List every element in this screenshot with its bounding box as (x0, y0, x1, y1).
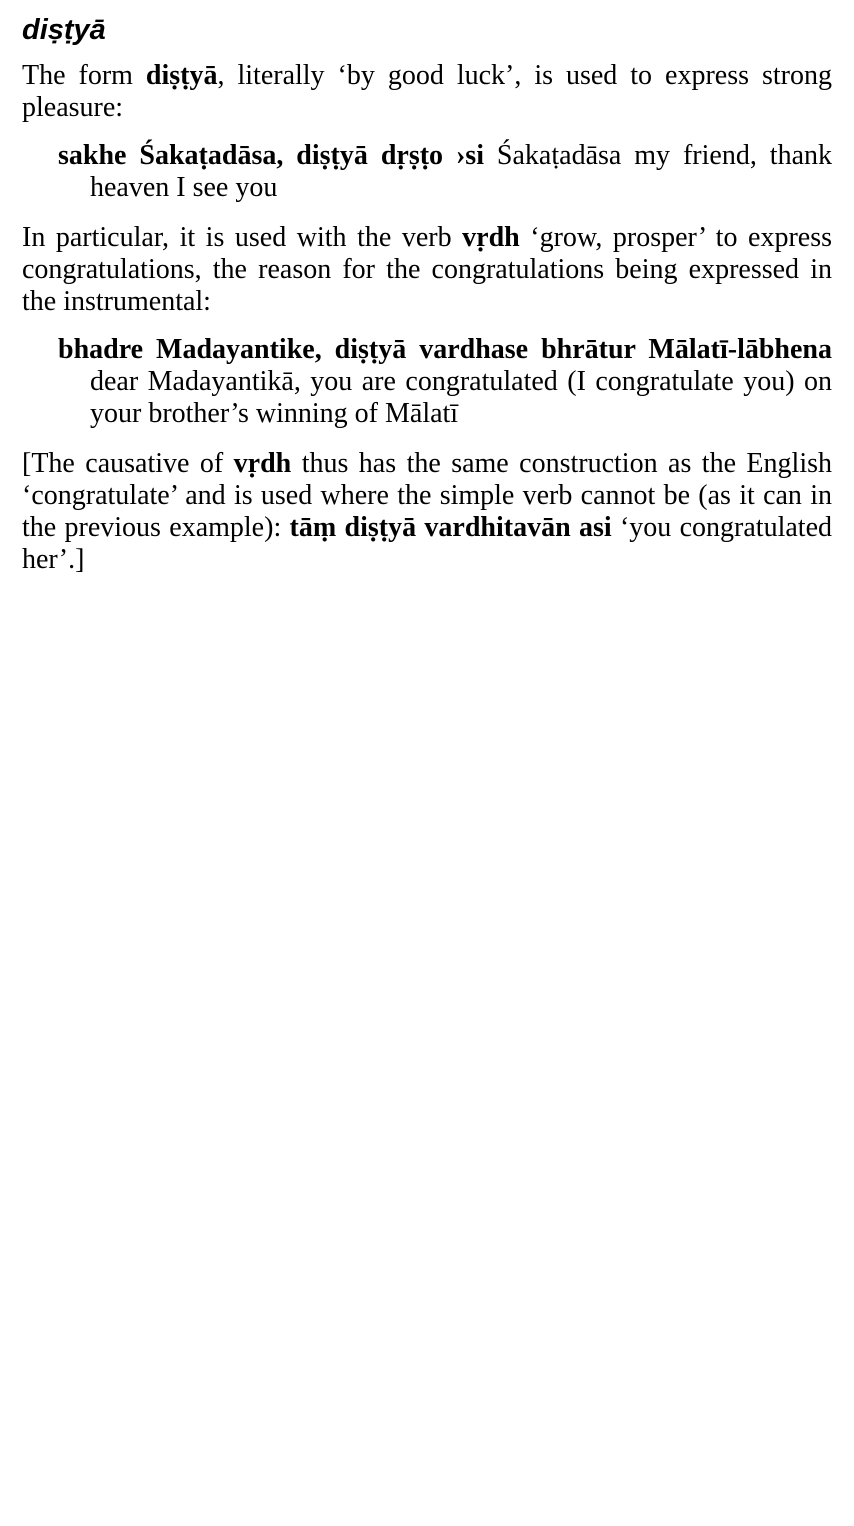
note-text-3: ‘you congratulated her’.] (22, 512, 832, 575)
note-term-1: vṛdh (233, 448, 292, 479)
particular-text-1: In particular, it is used with the verb (22, 222, 463, 253)
particular-paragraph (22, 222, 832, 318)
example-2 (58, 334, 832, 430)
causative-note (22, 448, 832, 576)
particular-term: vṛdh (462, 222, 520, 253)
particular-text-2: ‘grow, prosper’ to express congratulations, the reason for the congratulations being expressed in the instrumental: (22, 222, 832, 317)
intro-term: diṣṭyā (145, 60, 218, 91)
example-1 (58, 140, 832, 204)
example-2-translation: dear Madayantikā, you are congratulated (I congratulate you) on your brother’s winning of Mālatī (90, 366, 832, 429)
example-1-sanskrit: sakhe Śakaṭadāsa, diṣṭyā dṛṣṭo ›si (58, 140, 484, 171)
note-term-2: tāṃ diṣṭyā vardhitavān asi (289, 512, 612, 543)
intro-text-1: The form (22, 60, 146, 91)
example-2-sanskrit: bhadre Madayantike, diṣṭyā vardhase bhrātur Mālatī-lābhena (58, 334, 832, 365)
entry-heading: diṣṭyā (22, 14, 106, 46)
note-text-1: [The causative of (22, 448, 234, 479)
example-1-translation: Śakaṭadāsa my friend, thank heaven I see you (90, 140, 832, 203)
note-text-2: thus has the same construction as the English ‘congratulate’ and is used where the simple verb cannot be (as it can in the previous example): (22, 448, 832, 543)
intro-text-2: , literally ‘by good luck’, is used to express strong pleasure: (22, 60, 832, 123)
intro-paragraph (22, 60, 832, 124)
page-content (22, 12, 832, 576)
